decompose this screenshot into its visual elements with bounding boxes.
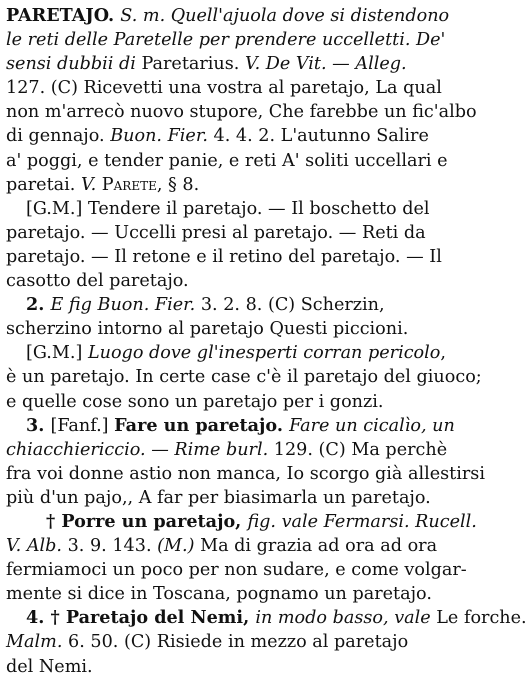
text-segment: fermiamoci un poco per non sudare, e come volgar- [6, 560, 467, 581]
text-segment: 4. † Paretajo del Nemi, [26, 607, 256, 629]
text-line [6, 655, 462, 679]
text-segment: V. [80, 174, 102, 195]
text-line [6, 52, 462, 76]
text-line [6, 269, 462, 293]
text-segment: non m'arrecò nuovo stupore, Che farebbe un fic'albo [6, 102, 477, 123]
text-segment: di gennajo. [6, 126, 111, 147]
text-segment: le reti delle Paretelle per prendere uccelletti. De' [6, 30, 446, 51]
text-segment: 129. (C) Ma perchè [273, 439, 448, 460]
text-segment: Ma di grazia ad ora ad ora [200, 536, 438, 557]
text-line [6, 173, 462, 197]
text-line [6, 390, 462, 414]
text-line [6, 582, 462, 606]
text-segment: 4. 4. 2. L'autunno Salire [213, 126, 429, 147]
text-segment: e quelle cose sono un paretajo per i gonzi. [6, 391, 384, 412]
text-segment: 3. 2. 8. (C) Scherzin, [200, 295, 385, 316]
text-segment: 3. 9. 143. [67, 536, 158, 557]
text-line [6, 630, 462, 654]
text-segment: Fare un paretajo. [114, 414, 290, 436]
text-segment: [G.M.] Tendere il paretajo. — Il boschetto del [26, 198, 430, 219]
text-segment: Malm. [6, 632, 68, 653]
text-segment: paretajo. — Uccelli presi al paretajo. — Reti da [6, 222, 426, 243]
text-line [6, 100, 477, 124]
text-segment: 6. 50. (C) Risiede in mezzo al paretajo [68, 632, 409, 653]
text-line [6, 365, 482, 389]
text-segment: paretai. [6, 174, 81, 195]
text-segment: 127. (C) Ricevetti una vostra al paretajo, La qual [6, 78, 442, 99]
text-segment: chiacchiericcio. — Rime burl. [6, 439, 274, 460]
text-segment: Paretarius. [141, 54, 245, 75]
text-line [6, 317, 462, 341]
text-segment: S. m. Quell'ajuola dove si distendono [120, 6, 450, 26]
text-segment: fig. vale Fermarsi. Rucell. [247, 511, 477, 532]
text-segment: † Porre un paretajo, [46, 510, 248, 532]
text-line [6, 221, 462, 245]
text-segment: Parete [101, 174, 157, 195]
text-segment: in modo basso, vale [255, 608, 437, 629]
text-segment: E fig [50, 295, 98, 316]
text-line [6, 486, 462, 510]
text-line [6, 245, 462, 269]
text-segment: Buon. Fier. [97, 295, 201, 316]
text-segment: a' poggi, e tender panie, e reti A' soliti uccellari e [6, 150, 448, 171]
text-segment: mente si dice in Toscana, pognamo un paretajo. [6, 584, 432, 605]
text-segment: fra voi donne astio non manca, Io scorgo già allestirsi [6, 463, 485, 484]
text-segment: V. Alb. [6, 536, 68, 557]
text-line [6, 438, 462, 462]
text-line [6, 124, 462, 148]
text-segment: (M.) [157, 536, 201, 557]
text-segment: V. De Vit. — Alleg. [244, 54, 407, 75]
text-line [6, 149, 462, 173]
text-line [6, 76, 462, 100]
text-segment: sensi dubbii di [6, 54, 142, 75]
text-segment: [Fanf.] [50, 415, 115, 436]
text-line [6, 606, 527, 630]
text-line [6, 414, 462, 438]
text-segment: del Nemi. [6, 656, 93, 677]
text-line [6, 293, 462, 317]
text-line [6, 534, 462, 558]
text-segment: Buon. Fier. [110, 126, 214, 147]
text-line [6, 510, 477, 534]
text-segment: paretajo. — Il retone e il retino del paretajo. — Il [6, 246, 442, 267]
text-line [6, 197, 462, 221]
text-segment: , § 8. [156, 174, 200, 195]
text-segment: , [440, 343, 446, 364]
text-line [6, 558, 467, 582]
text-segment: più d'un pajo,, A far per biasimarla un paretajo. [6, 487, 431, 508]
text-line [6, 4, 462, 28]
headword: PARETAJO. [6, 5, 121, 26]
text-segment: Le forche. [436, 608, 527, 629]
text-segment: 2. [26, 294, 51, 316]
text-segment: è un paretajo. In certe case c'è il paretajo del giuoco; [6, 367, 482, 388]
text-segment: casotto del paretajo. [6, 271, 189, 292]
text-line [6, 341, 462, 365]
text-segment: 3. [26, 414, 51, 436]
text-line [6, 28, 462, 52]
text-segment: Fare un cicalìo, un [289, 415, 455, 436]
text-line [6, 462, 485, 486]
text-segment: Luogo dove gl'inesperti corran pericolo [87, 343, 441, 364]
text-segment: scherzino intorno al paretajo Questi piccioni. [6, 319, 409, 340]
text-segment: [G.M.] [26, 343, 88, 364]
